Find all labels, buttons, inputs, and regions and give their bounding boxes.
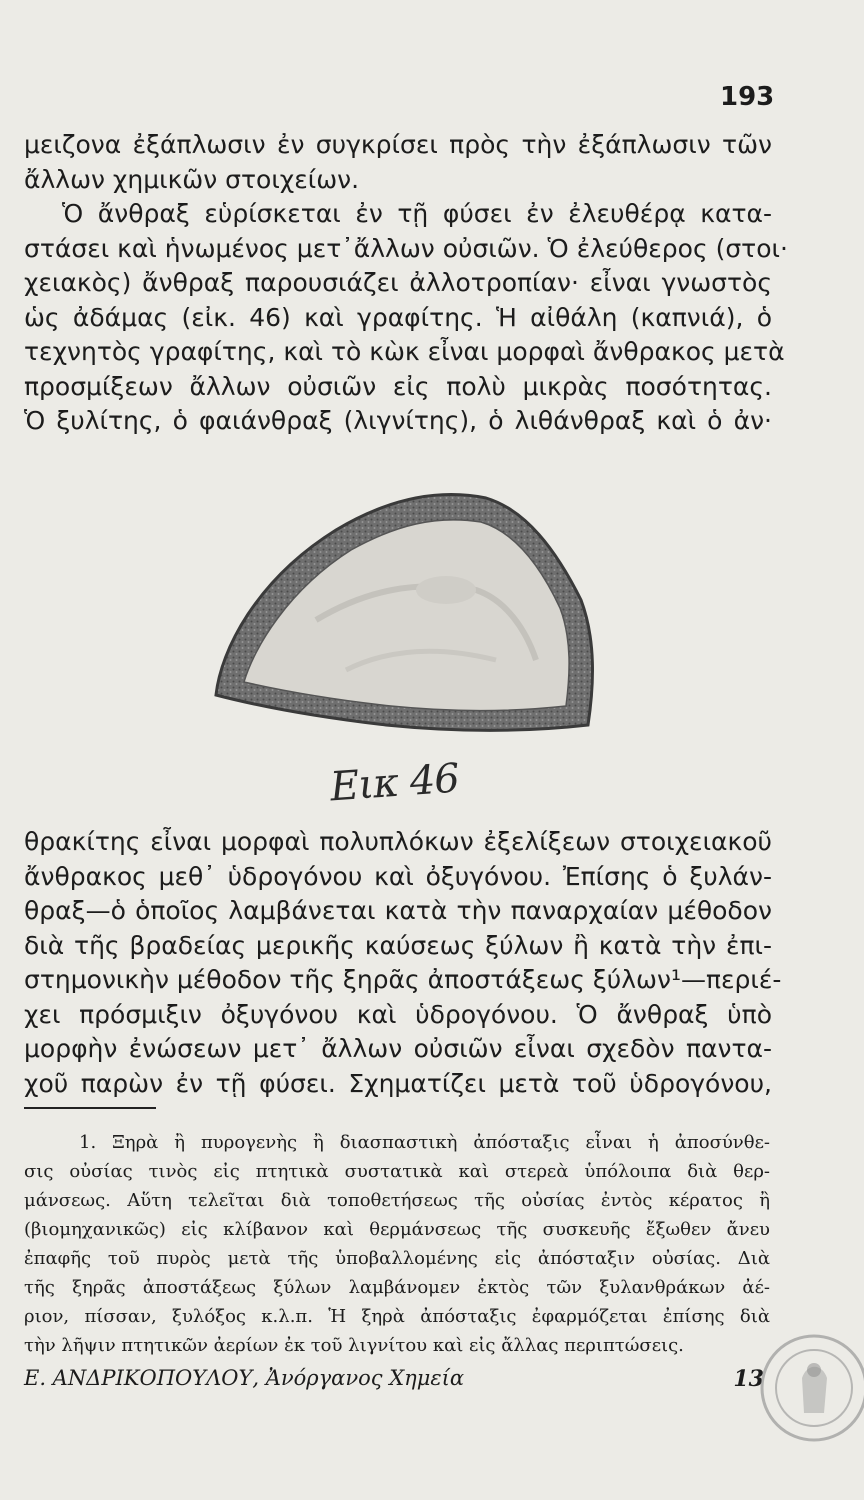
footnote-line: τῆς ξηρᾶς ἀποστάξεως ξύλων λαμβάνομεν ἐκτὸς τῶν ξυλανθράκων ἀέ- bbox=[24, 1277, 770, 1298]
text-line: μειζονα ἐξάπλωσιν ἐν συγκρίσει πρὸς τὴν ἐξάπλωσιν τῶν bbox=[24, 130, 772, 159]
text-line: χοῦ παρὼν ἐν τῇ φύσει. Σχηματίζει μετὰ τοῦ ὑδρογόνου, bbox=[24, 1068, 772, 1098]
diamond-figure bbox=[196, 470, 616, 780]
footnote-divider bbox=[24, 1107, 156, 1109]
footnote-line: ἐπαφῆς τοῦ πυρὸς μετὰ τῆς ὑποβαλλομένης εἰς ἀπόσταξιν οὐσίας. Διὰ bbox=[24, 1248, 770, 1269]
body-text-bottom bbox=[24, 825, 782, 1101]
text-line: Ὁ ξυλίτης, ὁ φαιάνθραξ (λιγνίτης), ὁ λιθάνθραξ καὶ ὁ ἀν· bbox=[24, 406, 772, 435]
text-line: διὰ τῆς βραδείας μερικῆς καύσεως ξύλων ἢ κατὰ τὴν ἐπι- bbox=[24, 930, 772, 960]
stamp-seal-icon bbox=[752, 1318, 864, 1458]
text-line: στημονικὴν μέθοδον τῆς ξηρᾶς ἀποστάξεως ξύλων¹—περιέ- bbox=[24, 965, 782, 994]
author-title: Ε. ΑΝΔΡΙΚΟΠΟΥΛΟΥ, Ἀνόργανος Χημεία bbox=[24, 1366, 465, 1390]
text-line: στάσει καὶ ἡνωμένος μετ᾽ἄλλων οὐσιῶν. Ὁ ἐλεύθερος (στοι· bbox=[24, 233, 788, 263]
text-line: χειακὸς) ἄνθραξ παρουσιάζει ἀλλοτροπίαν· εἶναι γνωστὸς bbox=[24, 268, 772, 297]
footnote-line: (βιομηχανικῶς) εἰς κλίβανον καὶ θερμάνσεως τῆς συσκευῆς ἔξωθεν ἄνευ bbox=[24, 1219, 770, 1240]
body-text-top bbox=[24, 128, 788, 439]
printer-signature bbox=[24, 1366, 764, 1390]
text-line: προσμίξεων ἄλλων οὐσιῶν εἰς πολὺ μικρὰς ποσότητας. bbox=[24, 371, 772, 401]
text-line: ἄλλων χημικῶν στοιχείων. bbox=[24, 164, 360, 194]
library-stamp bbox=[752, 1318, 864, 1458]
text-line: θραξ—ὁ ὁποῖος λαμβάνεται κατὰ τὴν παναρχαίαν μέθοδον bbox=[24, 896, 772, 925]
footnote-line: 1. Ξηρὰ ἢ πυρογενὴς ἢ διασπαστικὴ ἀπόσταξις εἶναι ἡ ἀποσύνθε- bbox=[79, 1132, 770, 1153]
footnote-line: τὴν λῆψιν πτητικῶν ἀερίων ἐκ τοῦ λιγνίτου καὶ εἰς ἄλλας περιπτώσεις. bbox=[24, 1335, 684, 1356]
footnotes bbox=[24, 1128, 770, 1360]
sheet-number: 13 bbox=[733, 1366, 764, 1392]
footnote-line: μάνσεως. Αὕτη τελεῖται διὰ τοποθετήσεως τῆς οὐσίας ἐντὸς κέρατος ἢ bbox=[24, 1190, 770, 1211]
text-line: τεχνητὸς γραφίτης, καὶ τὸ κὼκ εἶναι μορφαὶ ἄνθρακος μετὰ bbox=[24, 337, 785, 366]
text-line: χει πρόσμιξιν ὀξυγόνου καὶ ὑδρογόνου. Ὁ ἄνθραξ ὑπὸ bbox=[24, 999, 772, 1029]
text-line: ὡς ἀδάμας (εἰκ. 46) καὶ γραφίτης. Ἡ αἰθάλη (καπνιά), ὁ bbox=[24, 302, 772, 332]
text-line: μορφὴν ἐνώσεων μετ᾽ ἄλλων οὐσιῶν εἶναι σχεδὸν παντα- bbox=[24, 1034, 772, 1063]
text-line: Ὁ ἄνθραξ εὑρίσκεται ἐν τῇ φύσει ἐν ἐλευθέρᾳ κατα- bbox=[62, 199, 772, 228]
figure-caption: Εικ 46 bbox=[328, 755, 461, 811]
footnote-line: ριον, πίσσαν, ξυλόξος κ.λ.π. Ἡ ξηρὰ ἀπόσταξις ἐφαρμόζεται ἐπίσης διὰ bbox=[24, 1306, 770, 1327]
text-line: θρακίτης εἶναι μορφαὶ πολυπλόκων ἐξελίξεων στοιχειακοῦ bbox=[24, 827, 772, 856]
diamond-illustration bbox=[196, 470, 616, 780]
diamond-inner bbox=[244, 520, 569, 711]
text-line: ἄνθρακος μεθ᾽ ὑδρογόνου καὶ ὀξυγόνου. Ἐπίσης ὁ ξυλάν- bbox=[24, 861, 772, 891]
page-number: 193 bbox=[720, 82, 775, 112]
footnote-line: σις οὐσίας τινὸς εἰς πτητικὰ συστατικὰ καὶ στερεὰ ὑπόλοιπα διὰ θερ- bbox=[24, 1161, 770, 1182]
